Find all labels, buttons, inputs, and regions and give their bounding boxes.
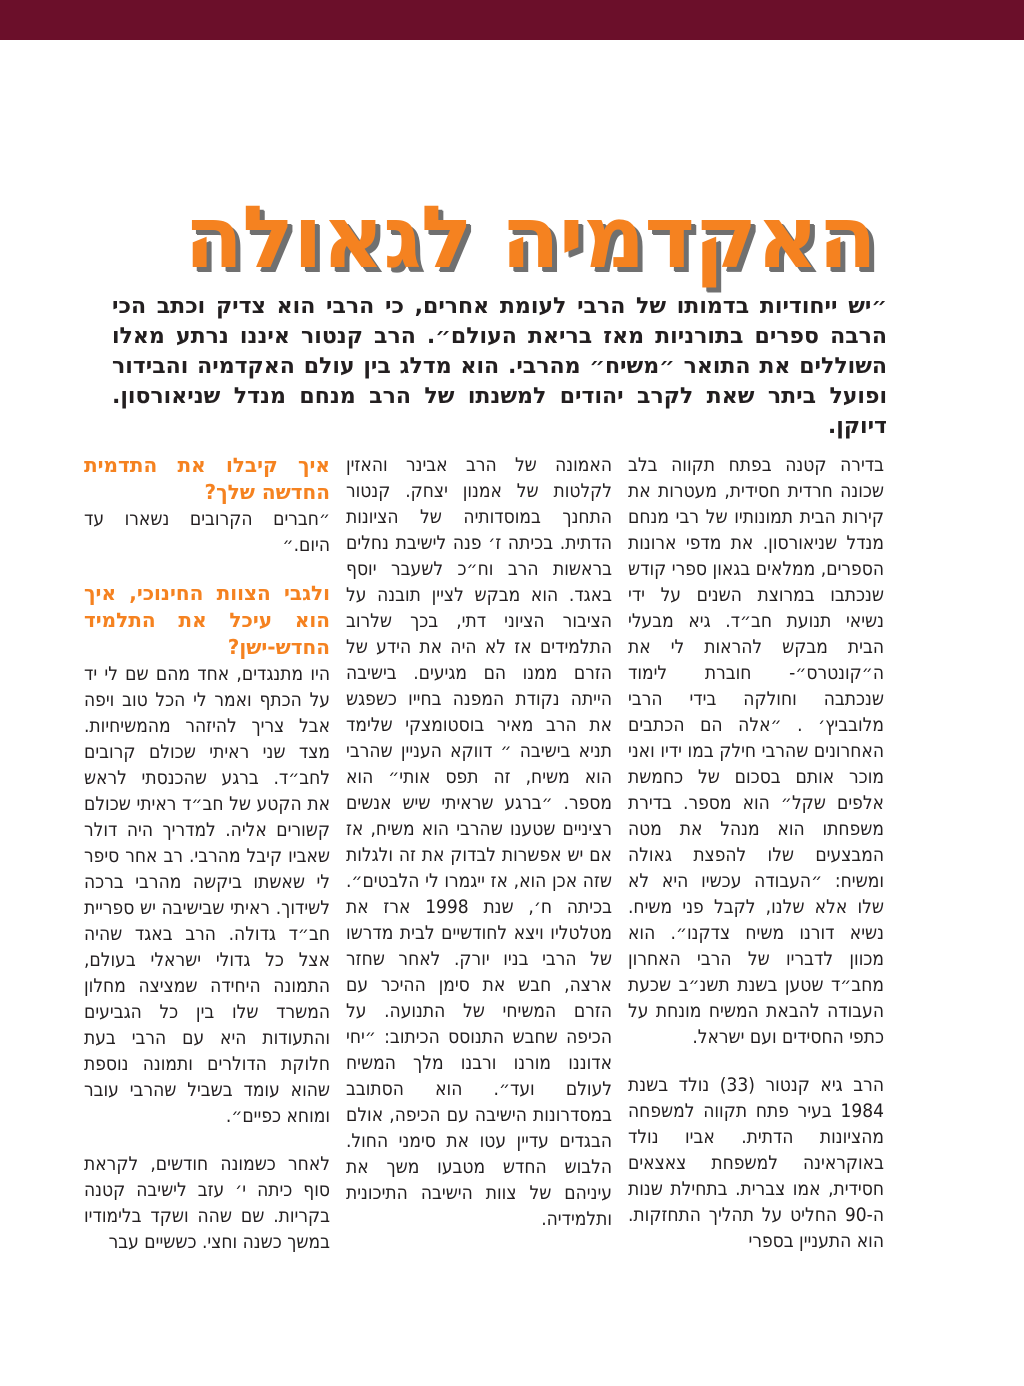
paragraph: האמונה של הרב אבינר והאזין לקלטות של אמנון יצחק. קנטור התחנך במוסדותיה של הציונות הדתית. בכיתה ז׳ פנה לישיבת נחלים בראשות הרב וח״כ לשעבר יוסף באגד. הוא מבקש לציין תובנה על הציבור הציוני דתי, בכך שלרוב התלמידים אז לא היה את הידע של הזרם ממנו הם מגיעים. בישיבה הייתה נקודת המפנה בחייו כשפגש את הרב מאיר בוסטומצקי שלימד תניא בישיבה ״ דווקא העניין שהרבי הוא משיח, זה תפס אותי״ הוא מספר. ״ברגע שראיתי שיש אנשים רציניים שטענו שהרבי הוא משיח, אז אם יש אפשרות לבדוק את זה ולגלות שזה אכן הוא, אז ייגמרו לי הלבטים״. בכיתה ח׳, שנת 1998 ארז את מטלטליו ויצא לחודשיים לבית מדרשו של הרבי בניו יורק. לאחר שחזר ארצה, חבש את סימן ההיכר עם הזרם המשיחי של התנועה. על הכיפה שחבש התנוסס הכיתוב: ״יחי אדוננו מורנו ורבנו מלך המשיח לעולם ועד״. הוא הסתובב במסדרונות הישיבה עם הכיפה, אולם הבגדים עדיין עטו את סימני החול. הלבוש החדש מטבעו משך את עיניהם של צוות הישיבה התיכונית ותלמידיה. <box>346 454 612 1230</box>
question-heading: ולגבי הצוות החינוכי, איך הוא עיכל את התלמיד החדש-ישן? <box>84 581 330 659</box>
question-heading: איך קיבלו את התדמית החדשה שלך? <box>84 453 330 504</box>
column-middle <box>346 452 612 1232</box>
top-color-bar <box>0 0 1024 40</box>
column-left <box>84 452 330 1255</box>
paragraph: הרב גיא קנטור (33) נולד בשנת 1984 בעיר פתח תקווה למשפחה מהציונות הדתית. אביו נולד באוקראינה למשפחת צאצאים חסידית, אמו צברית. בתחילת שנות ה-90 החליט על תהליך התחזקות. הוא התעניין בספרי <box>628 1074 884 1252</box>
headline: האקדמיה לגאולה <box>184 188 876 288</box>
intro-lead: ״יש ייחודיות בדמותו של הרבי לעומת אחרים, כי הרבי הוא צדיק וכתב הכי הרבה ספרים בתורניות מאז בריאת העולם״. הרב קנטור איננו נרתע מאלו השוללים את התואר ״משיח״ מהרבי. הוא מדלג בין עולם האקדמיה והבידור ופועל ביתר שאת לקרב יהודים למשנתו של הרב מנחם מנדל שניאורסון. דיוקן. <box>112 294 887 439</box>
answer-paragraph: היו מתנגדים, אחד מהם שם לי יד על הכתף ואמר לי הכל טוב ויפה אבל צריך להיזהר מהמשיחיות. מצד שני ראיתי שכולם קרובים לחב״ד. ברגע שהכנסתי לראש את הקטע של חב״ד ראיתי שכולם קשורים אליה. למדריך היה דולר שאביו קיבל מהרבי. רב אחר סיפר לי שאשתו ביקשה מהרבי ברכה לשידוך. ראיתי שבישיבה יש ספריית חב״ד גדולה. הרב באגד שהיה אצל כל גדולי ישראלי בעולם, התמונה היחידה שמציצה מחלון המשרד שלו בין כל הגביעים והתעודות היא עם הרבי בעת חלוקת הדולרים ותמונה נוספת שהוא עומד בשביל שהרבי עובר ומוחא כפיים״. <box>84 663 330 1127</box>
paragraph: לאחר כשמונה חודשים, לקראת סוף כיתה י׳ עזב לישיבה קטנה בקריות. שם שהה ושקד בלימודיו במשך כשנה וחצי. כששיים עבר <box>84 1153 330 1253</box>
answer-paragraph: ״חברים הקרובים נשארו עד היום.״ <box>84 508 330 556</box>
paragraph: בדירה קטנה בפתח תקווה בלב שכונה חרדית חסידית, מעטרות את קירות הבית תמונותיו של רבי מנחם מנדל שניאורסון. את מדפי ארונות הספרים, ממלאים בגאון ספרי קודש שנכתבו במרוצת השנים על ידי נשיאי תנועת חב״ד. גיא מבעלי הבית מבקש להראות לי את ה״קונטרס״- חוברת לימוד שנכתבה וחולקה בידי הרבי מלובביץ׳ . ״אלה הם הכתבים האחרונים שהרבי חילק במו ידיו ואני מוכר אותם בסכום של כחמשת אלפים שקל״ הוא מספר. בדירת משפחתו הוא מנהל את מטה המבצעים שלו להפצת גאולה ומשיח: ״העבודה עכשיו היא לא שלו אלא שלנו, לקבל פני משיח. נשיא דורנו משיח צדקנו״. הוא מכוון לדבריו של הרבי האחרון מחב״ד שטען בשנת תשנ״ב שכעת העבודה להבאת המשיח מונחת על כתפי החסידים ועם ישראל. <box>628 454 884 1048</box>
column-right <box>628 452 884 1254</box>
